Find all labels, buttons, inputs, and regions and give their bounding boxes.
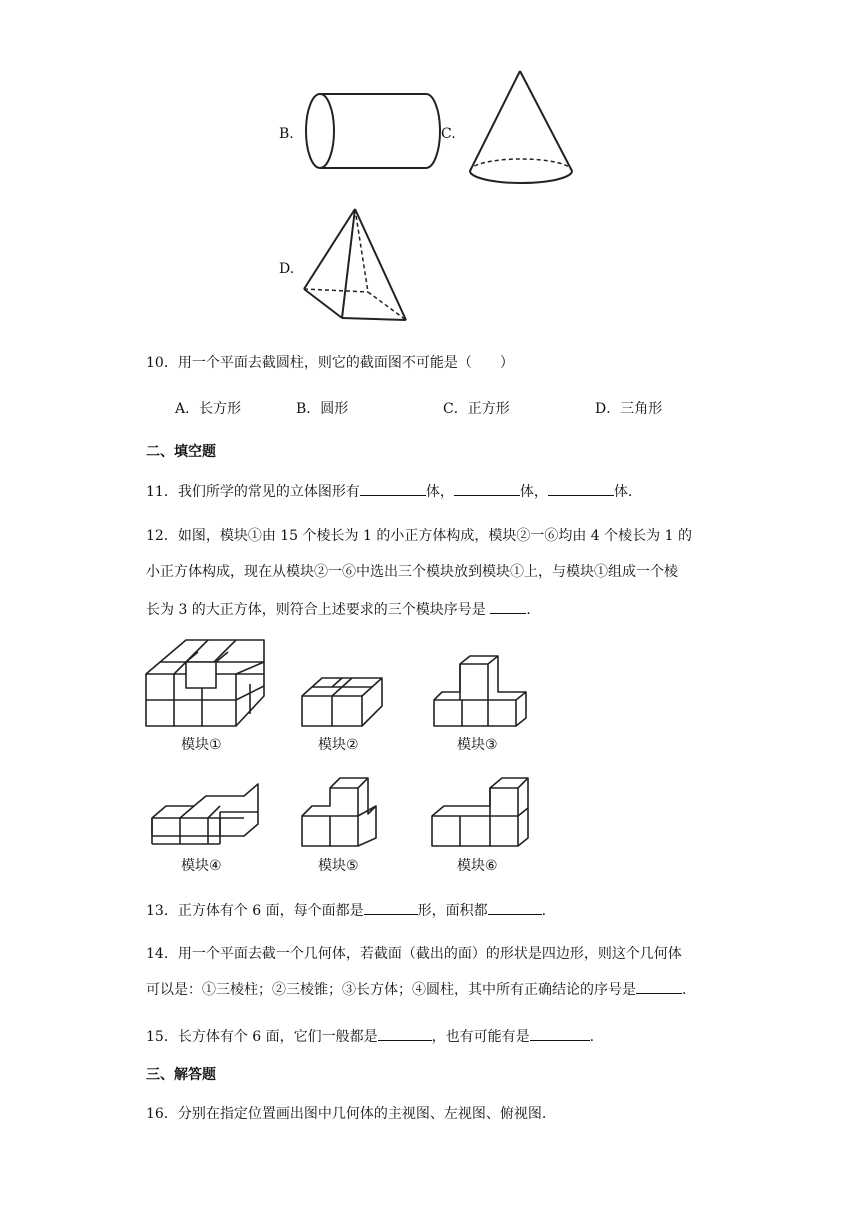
q10-stem: 10．用一个平面去截圆柱，则它的截面图不可能是（ ）	[146, 355, 514, 371]
q12-line-3-end: .	[526, 602, 531, 618]
q12-line-3-wrap	[146, 598, 531, 620]
module-4-drawing	[152, 784, 258, 844]
q11-blank-1[interactable]	[360, 480, 426, 496]
q11-text-1: 11．我们所学的常见的立体图形有	[146, 484, 360, 500]
module-5-caption: 模块⑤	[318, 858, 359, 874]
q12-line-2: 小正方体构成，现在从模块②一⑥中选出三个模块放到模块①上，与模块①组成一个棱	[146, 564, 678, 580]
q10-choice-b: B．圆形	[296, 401, 349, 417]
q14-line-2-wrap	[146, 978, 686, 1000]
q11-line	[146, 480, 632, 502]
q15-text-3: .	[589, 1029, 595, 1045]
pyramid-figure	[300, 205, 412, 327]
option-b-label: B.	[279, 126, 294, 142]
q13-blank-1[interactable]	[364, 899, 418, 915]
module-3-caption: 模块③	[457, 737, 498, 753]
q13-line	[146, 899, 546, 921]
q16-stem: 16．分别在指定位置画出图中几何体的主视图、左视图、俯视图.	[146, 1106, 547, 1122]
q15-line	[146, 1025, 594, 1047]
q14-blank[interactable]	[636, 978, 682, 994]
module-1-caption: 模块①	[181, 737, 222, 753]
option-c-label: C.	[441, 126, 456, 142]
q10-choice-c: C．正方形	[443, 401, 510, 417]
q14-line-2-end: .	[682, 982, 687, 998]
option-d-label: D.	[279, 261, 295, 277]
q14-line-2: 可以是：①三棱柱；②三棱锥；③长方体；④圆柱，其中所有正确结论的序号是	[146, 982, 636, 998]
q12-blank[interactable]	[490, 598, 526, 614]
q13-text-1: 13．正方体有个 6 面，每个面都是	[146, 903, 364, 919]
q11-blank-3[interactable]	[548, 480, 614, 496]
module-2-drawing	[302, 678, 382, 726]
module-1-drawing	[146, 640, 264, 726]
section3-title: 三、解答题	[146, 1067, 216, 1083]
q15-blank-1[interactable]	[378, 1025, 432, 1041]
module-4-caption: 模块④	[181, 858, 222, 874]
q15-blank-2[interactable]	[530, 1025, 590, 1041]
module-3-drawing	[434, 656, 526, 726]
q11-text-4: 体.	[613, 484, 633, 500]
cone-figure	[464, 66, 578, 190]
module-5-drawing	[302, 778, 376, 846]
q10-choice-a: A．长方形	[175, 401, 242, 417]
q10-choice-d: D．三角形	[595, 401, 663, 417]
q12-line-1: 12．如图，模块①由 15 个棱长为 1 的小正方体构成，模块②一⑥均由 4 个棱长为 1 的	[146, 528, 692, 544]
q13-blank-2[interactable]	[488, 899, 542, 915]
module-6-drawing	[432, 778, 528, 846]
module-2-caption: 模块②	[318, 737, 359, 753]
modules-figure	[140, 634, 740, 882]
q11-blank-2[interactable]	[454, 480, 520, 496]
q14-line-1: 14．用一个平面去截一个几何体，若截面（截出的面）的形状是四边形，则这个几何体	[146, 946, 682, 962]
q13-text-3: .	[541, 903, 547, 919]
q15-text-1: 15．长方体有个 6 面，它们一般都是	[146, 1029, 378, 1045]
module-6-caption: 模块⑥	[457, 858, 498, 874]
q11-text-2: 体，	[425, 484, 454, 500]
q13-text-2: 形，面积都	[417, 903, 488, 919]
q12-line-3: 长为 3 的大正方体，则符合上述要求的三个模块序号是	[146, 602, 486, 618]
cylinder-figure	[300, 88, 442, 172]
section2-title: 二、填空题	[146, 444, 216, 460]
q15-text-2: ，也有可能有是	[431, 1029, 530, 1045]
q11-text-3: 体，	[519, 484, 548, 500]
